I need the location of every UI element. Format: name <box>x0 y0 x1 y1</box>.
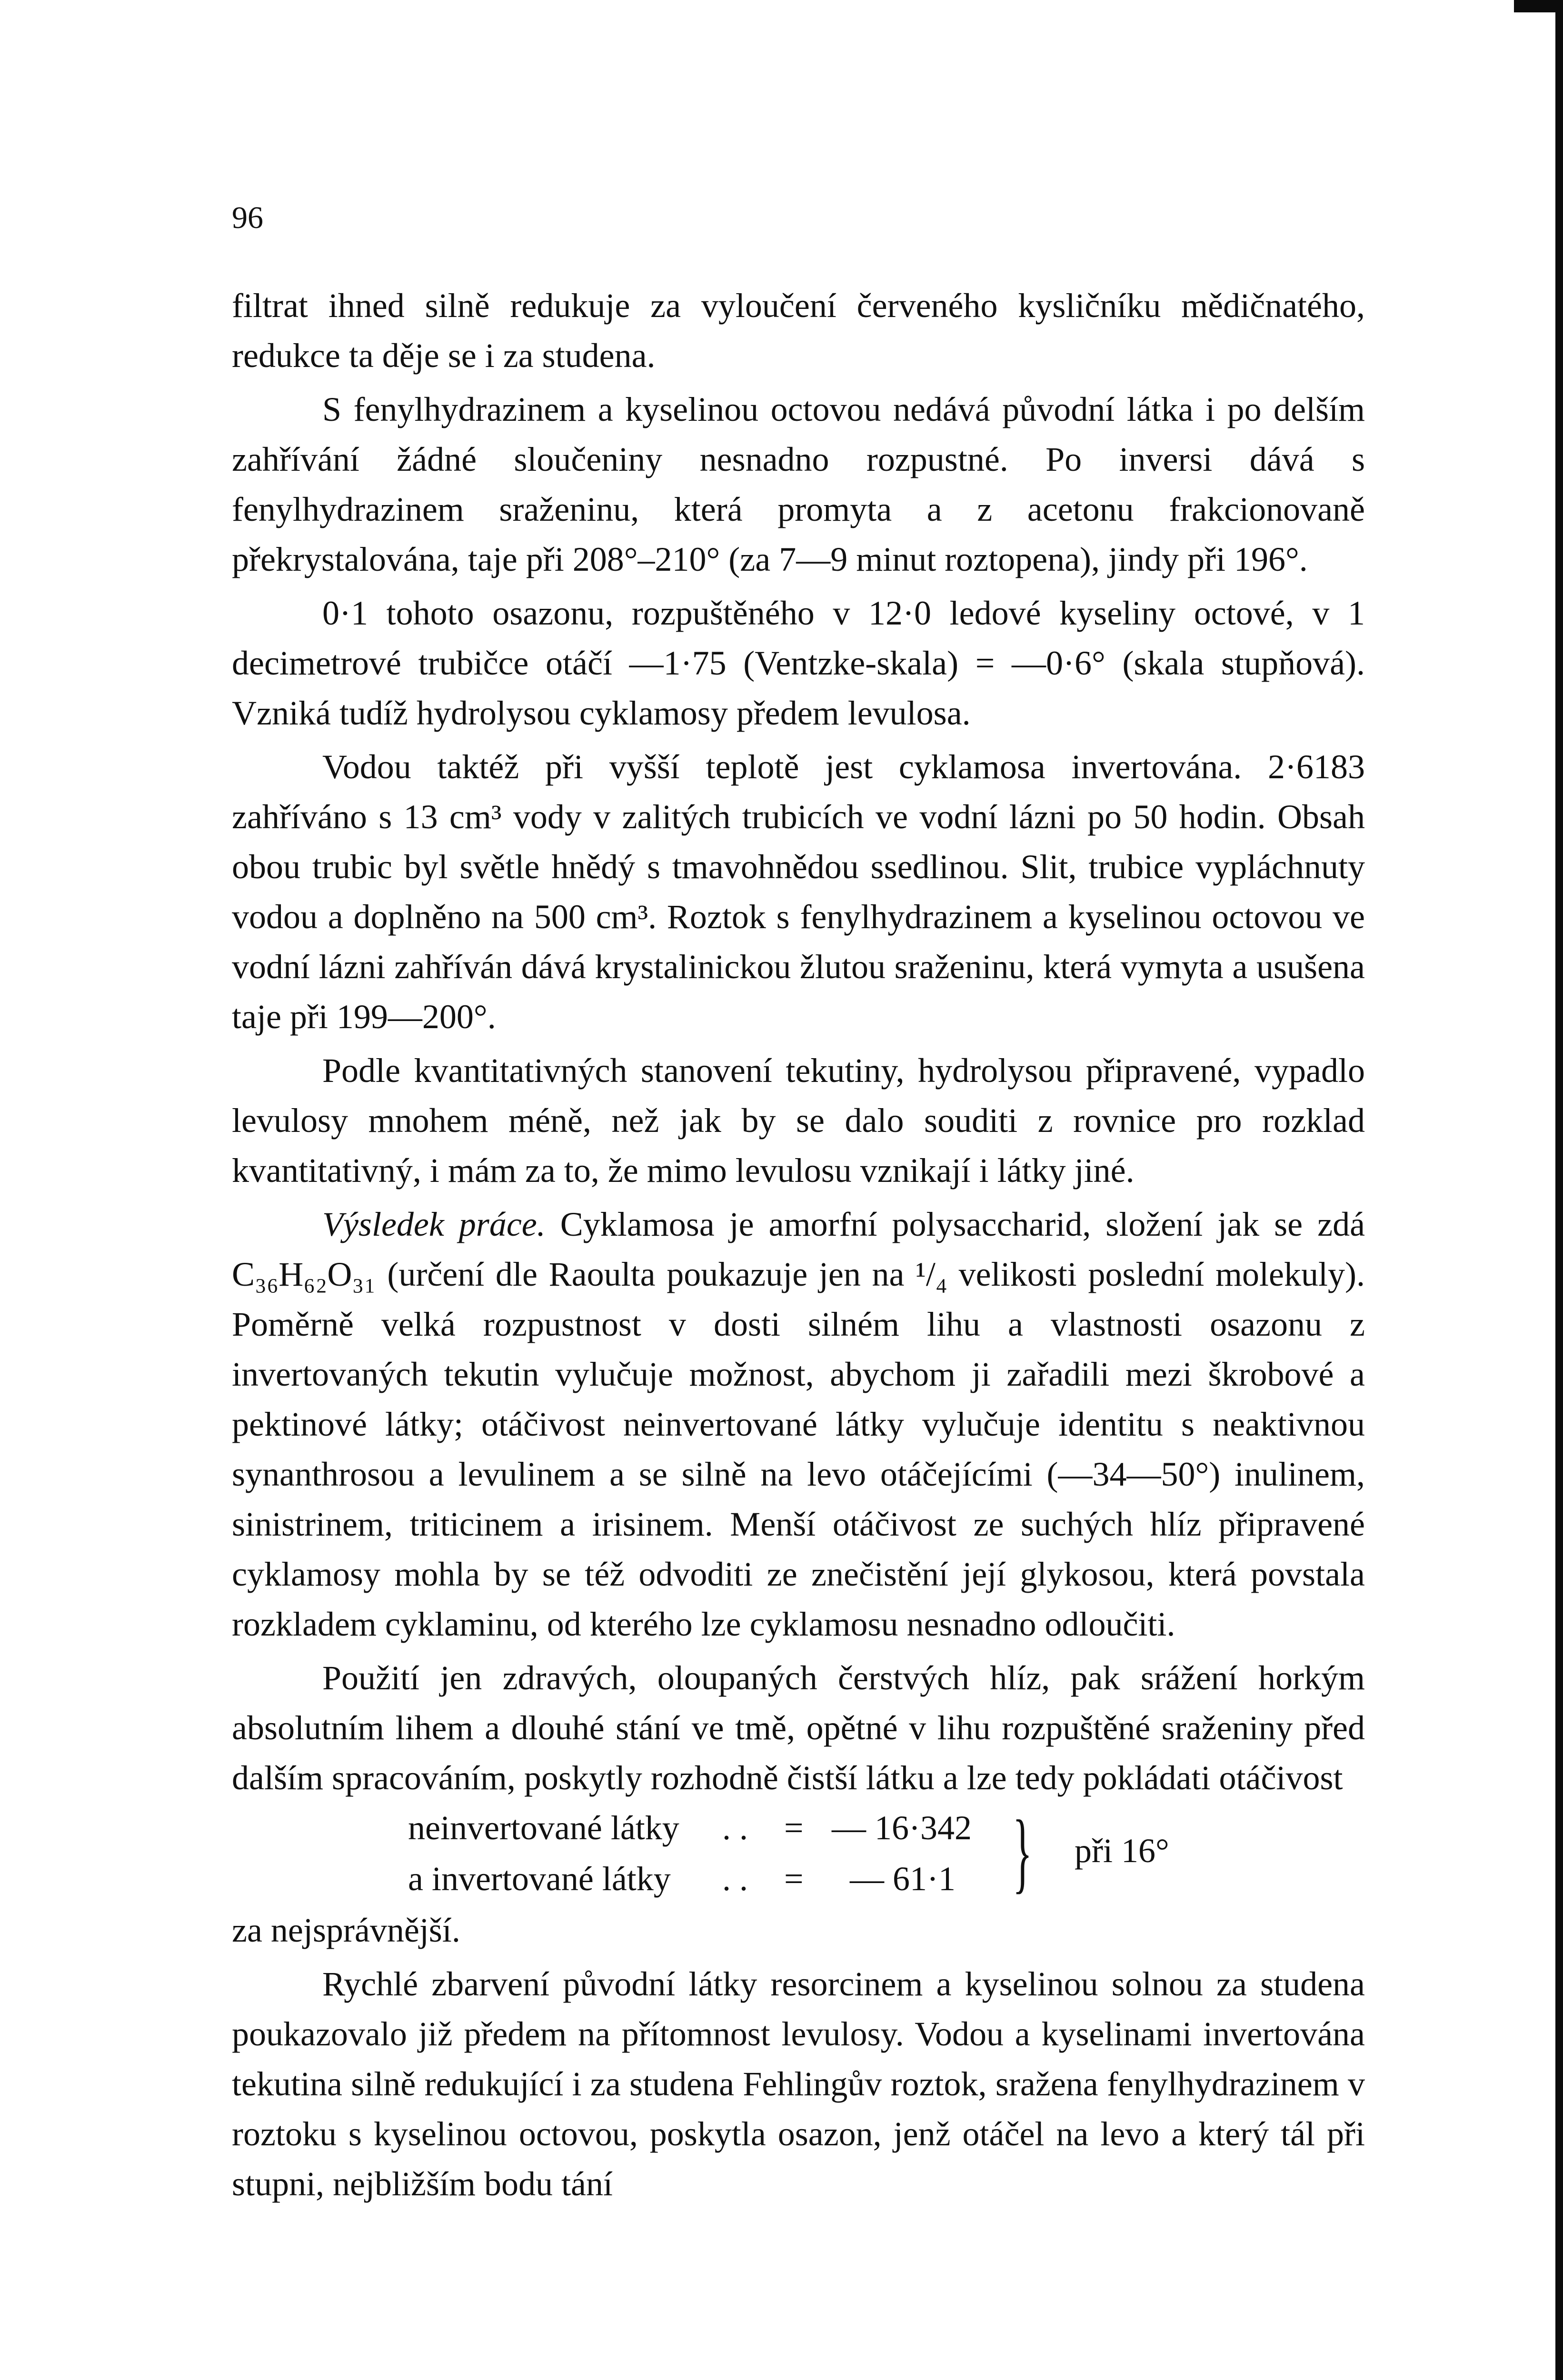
page-number: 96 <box>232 200 263 235</box>
formula-dots: . . <box>722 1860 748 1898</box>
paragraph-2: S fenylhydrazinem a kyselinou octovou nedává původní látka i po delším zahřívání žádné sloučeniny nesnadno rozpustné. Po inversi dává s fenylhydrazinem sraženinu, která promyta a z acetonu frakcionovaně překrystalována, taje při 208°–210° (za 7—9 minut roztopena), jindy při 196°. <box>232 390 1365 578</box>
section-heading-results: Výsledek práce. <box>322 1205 546 1243</box>
paragraph-7: Použití jen zdravých, oloupaných čerstvých hlíz, pak srážení horkým absolutním lihem a dlouhé stání ve tmě, opětné v lihu rozpuštěné sraženiny před dalším spracováním, poskytly rozhodně čistší látku a lze tedy pokládati otáčivost <box>232 1659 1365 1797</box>
paragraph-9: Rychlé zbarvení původní látky resorcinem a kyselinou solnou za studena poukazovalo již předem na přítomnost levulosy. Vodou a kyselinami invertována tekutina silně redukující i za studena Fehlingův roztok, sražena fenylhydrazinem v roztoku s kyselinou octovou, poskytla osazon, jenž otáčel na levo a který tál při stupni, nejbližším bodu tání <box>232 1965 1365 2203</box>
paragraph-6 <box>232 1200 1365 1649</box>
formula-label: neinvertované látky <box>408 1809 679 1847</box>
formula-row-inverted <box>408 1854 956 1904</box>
paragraph-6-body: Cyklamosa je amorfní polysaccharid, složení jak se zdá C₃₆H₆₂O₃₁ (určení dle Raoulta poukazuje jen na ¹/₄ velikosti poslední molekuly). Poměrně velká rozpustnost v dosti silném lihu a vlastnosti osazonu z invertovaných tekutin vylučuje možnost, abychom ji zařadili mezi škrobové a pektinové látky; otáčivost neinvertované látky vylučuje identitu s neaktivnou synanthrosou a levulinem a se silně na levo otáčejícími (—34—50°) inulinem, sinistrinem, triticinem a irisinem. Menší otáčivost ze suchých hlíz připravené cyklamosy mohla by se též odvoditi ze znečistění její glykosou, která povstala rozkladem cyklaminu, od kterého lze cyklamosu nesnadno odloučiti. <box>232 1205 1365 1643</box>
page-body <box>232 281 1365 2213</box>
paragraph-3: 0·1 tohoto osazonu, rozpuštěného v 12·0 ledové kyseliny octové, v 1 decimetrové trubičce otáčí —1·75 (Ventzke-skala) = —0·6° (skala stupňová). Vzniká tudíž hydrolysou cyklamosy předem levulosa. <box>232 594 1365 732</box>
scan-border <box>1555 0 1563 2380</box>
paragraph-5: Podle kvantitativných stanovení tekutiny, hydrolysou připravené, vypadlo levulosy mnohem méně, než jak by se dalo souditi z rovnice pro rozklad kvantitativný, i mám za to, že mimo levulosu vznikají i látky jiné. <box>232 1051 1365 1190</box>
scan-border-corner <box>1514 0 1563 12</box>
paragraph-8: za nejsprávnější. <box>232 1911 460 1949</box>
formula-value: — 16·342 <box>832 1809 972 1847</box>
formula-dots: . . <box>722 1809 748 1847</box>
temperature-note: při 16° <box>1075 1832 1169 1870</box>
rotation-formula <box>232 1803 1365 1905</box>
paragraph-1: filtrat ihned silně redukuje za vyloučení červeného kysličníku mědičnatého, redukce ta děje se i za studena. <box>232 287 1365 375</box>
formula-label: a invertované látky <box>408 1860 671 1898</box>
formula-row-uninverted <box>408 1803 972 1853</box>
formula-equals: = <box>784 1860 804 1898</box>
curly-brace: } <box>1013 1802 1033 1902</box>
paragraph-4: Vodou taktéž při vyšší teplotě jest cyklamosa invertována. 2·6183 zahříváno s 13 cm³ vody v zalitých trubicích ve vodní lázni po 50 hodin. Obsah obou trubic byl světle hnědý s tmavohnědou ssedlinou. Slit, trubice vypláchnuty vodou a doplněno na 500 cm³. Roztok s fenylhydrazinem a kyselinou octovou ve vodní lázni zahříván dává krystalinickou žlutou sraženinu, která vymyta a usušena taje při 199—200°. <box>232 748 1365 1036</box>
formula-value: — 61·1 <box>850 1860 956 1898</box>
formula-equals: = <box>784 1809 804 1847</box>
